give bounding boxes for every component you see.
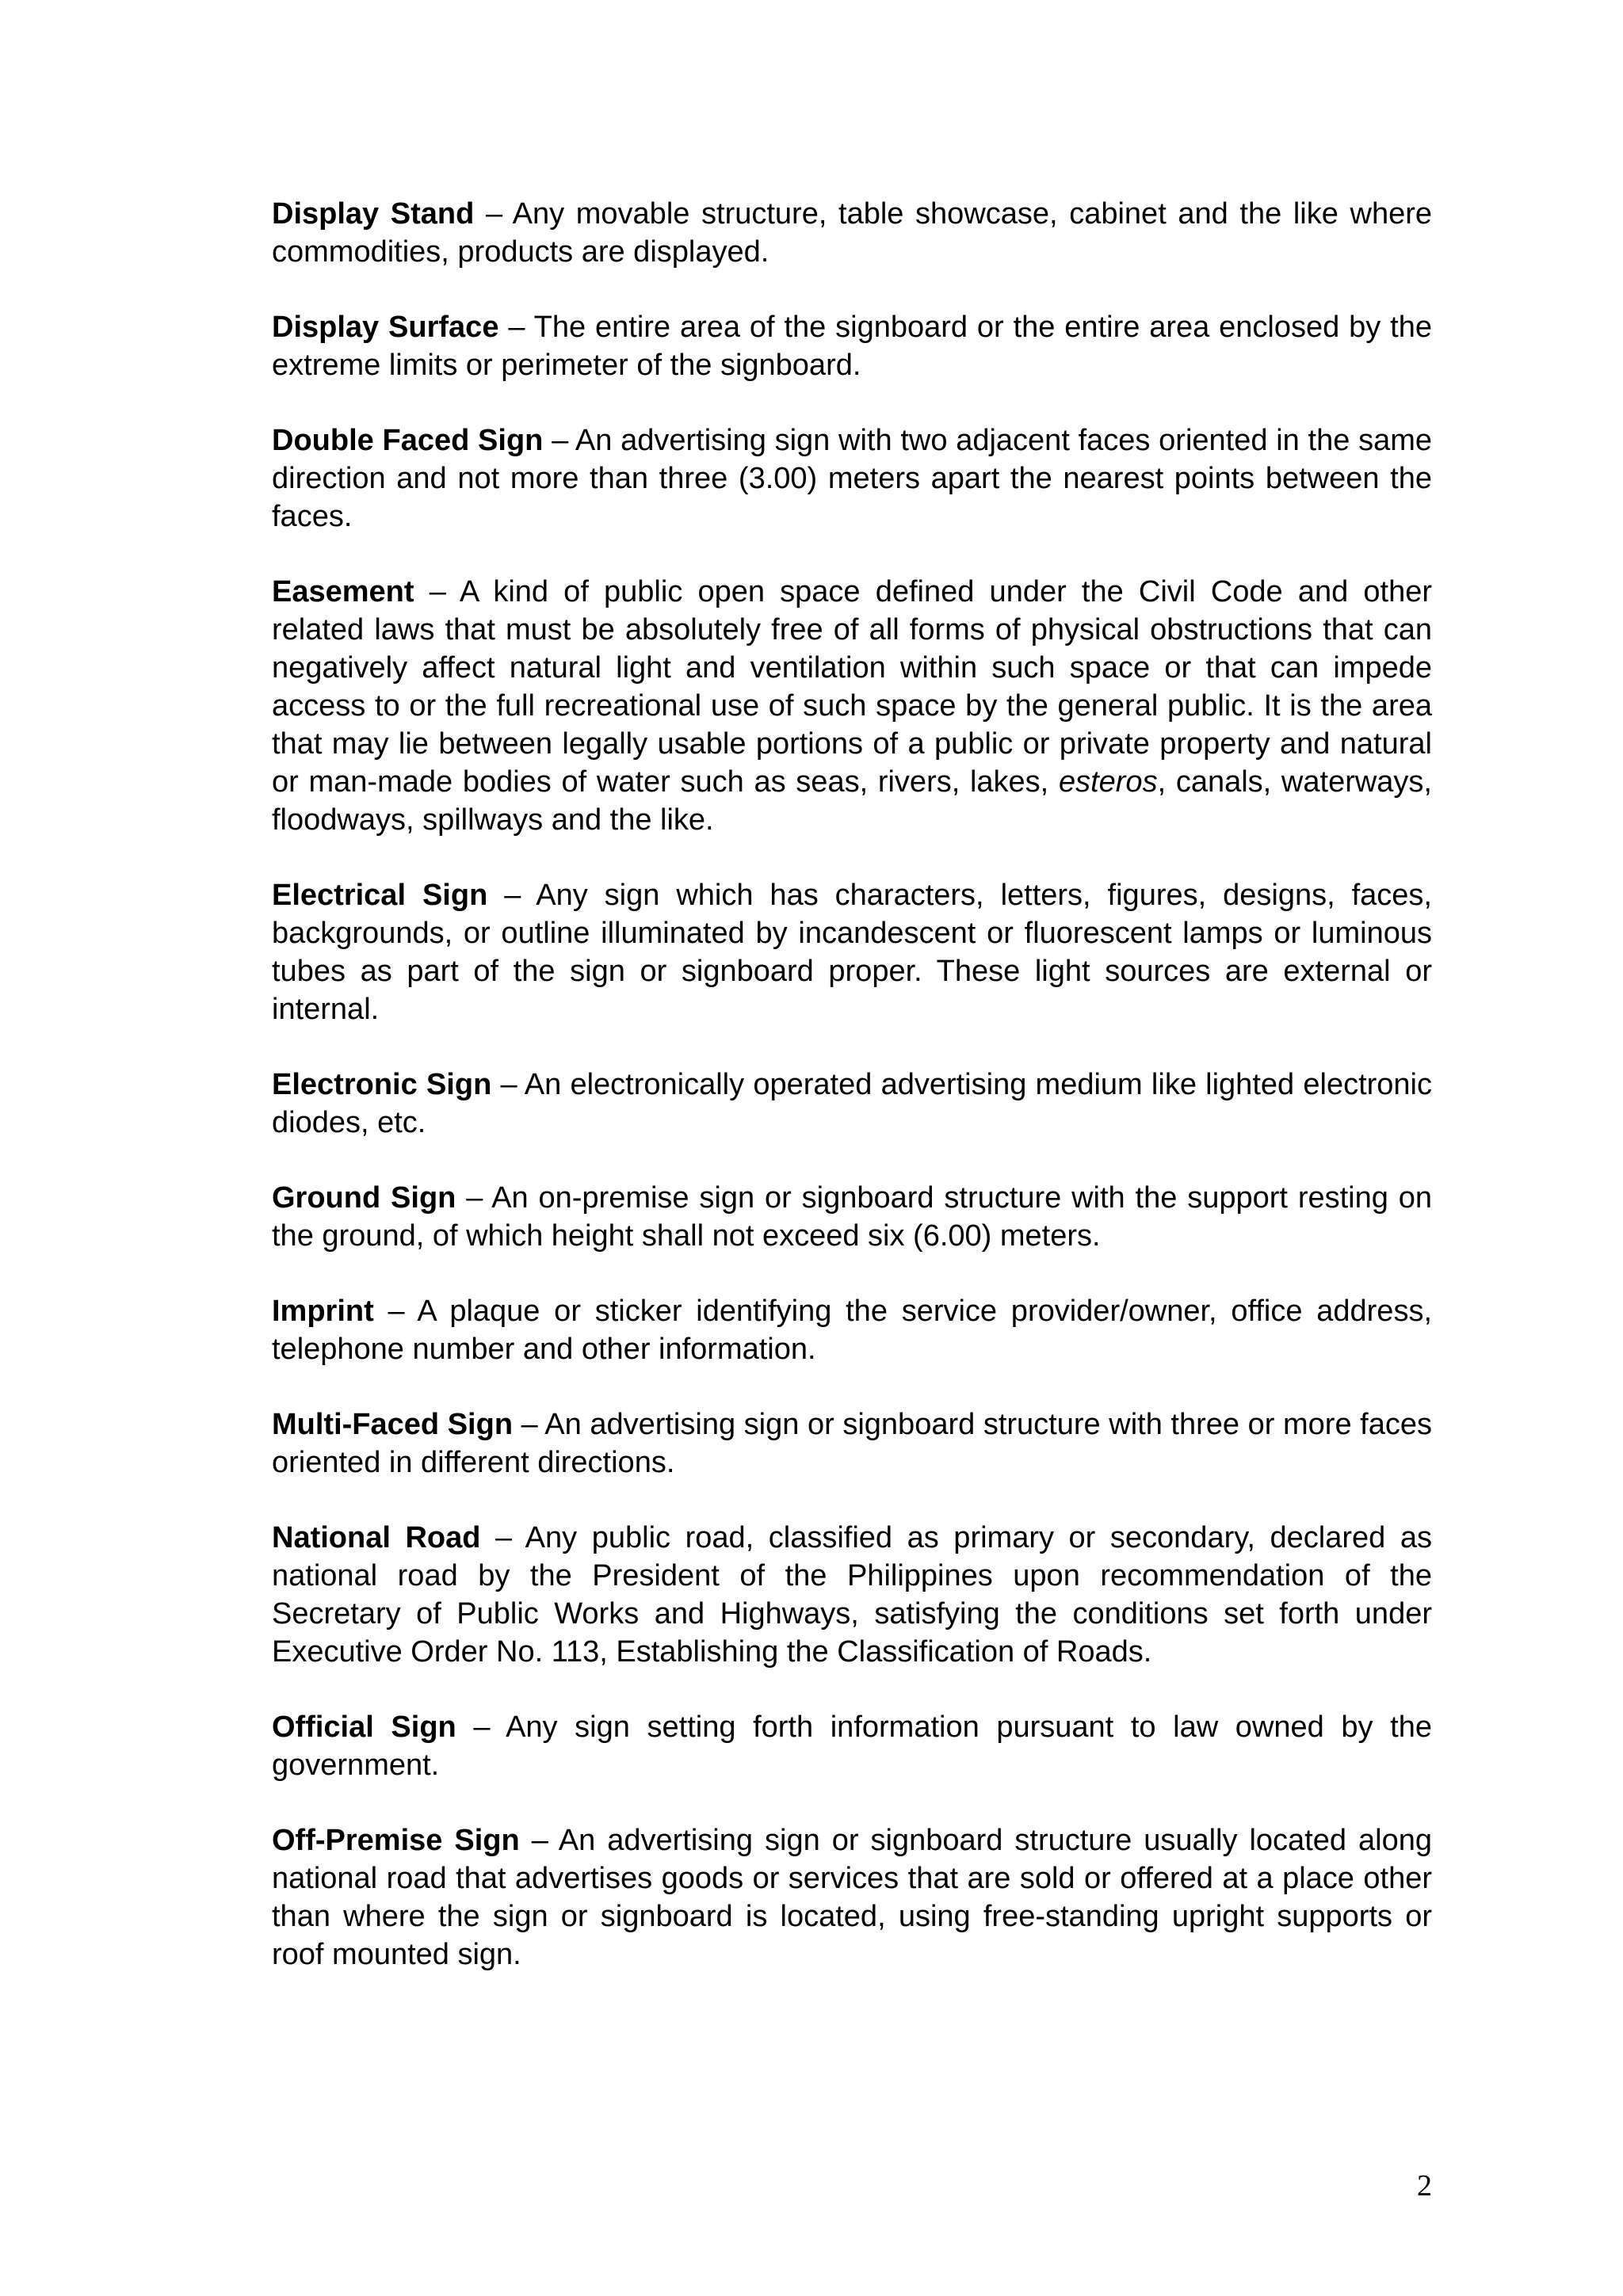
definition-text: Any sign setting forth information pursuant to law owned by the government.: [272, 1711, 1432, 1782]
definition-multi-faced-sign: [272, 1405, 1432, 1482]
term: Electrical Sign: [272, 879, 488, 912]
definition-text: A kind of public open space defined under the Civil Code and other related laws that must be absolutely free of all forms of physical obstructions that can negatively affect natural light and ventilation within such space or that can impede access to or the full recreational use of such space by the general public. It is the area that may lie between legally usable portions of a public or private property and natural or man-made bodies of water such as seas, rivers, lakes,: [272, 575, 1432, 799]
separator: –: [487, 879, 537, 912]
term: Ground Sign: [272, 1181, 456, 1215]
separator: –: [519, 1824, 559, 1857]
definition-ground-sign: [272, 1179, 1432, 1255]
definition-italic-term: esteros: [1058, 765, 1158, 799]
definition-text: An on-premise sign or signboard structure with the support resting on the ground, of which height shall not exceed six (6.00) meters.: [272, 1181, 1433, 1253]
term: Off-Premise Sign: [272, 1824, 520, 1857]
definition-imprint: [272, 1292, 1432, 1368]
definition-electronic-sign: [272, 1066, 1432, 1142]
term: Display Surface: [272, 311, 499, 344]
definition-text-continued: , canals, waterways, floodways, spillways and the like.: [272, 765, 1432, 837]
document-body: [272, 195, 1432, 2011]
separator: –: [414, 575, 460, 608]
definition-display-surface: [272, 308, 1432, 384]
definition-double-faced-sign: [272, 421, 1432, 536]
definition-electrical-sign: [272, 876, 1432, 1028]
separator: –: [498, 311, 534, 344]
separator: –: [480, 1521, 525, 1554]
term: Multi-Faced Sign: [272, 1408, 514, 1441]
separator: –: [456, 1711, 506, 1744]
term: Display Stand: [272, 197, 475, 231]
definition-display-stand: [272, 195, 1432, 271]
definition-text: Any sign which has characters, letters, figures, designs, faces, backgrounds, or outline illuminated by incandescent or fluorescent lamps or luminous tubes as part of the sign or signboard proper. These light sources are external or internal.: [272, 879, 1432, 1026]
definition-easement: [272, 573, 1432, 839]
separator: –: [373, 1295, 418, 1328]
separator: –: [456, 1181, 492, 1215]
definition-text: An advertising sign with two adjacent faces oriented in the same direction and not more than three (3.00) meters apart the nearest points between the faces.: [272, 424, 1432, 533]
definition-text: Any movable structure, table showcase, cabinet and the like where commodities, products are displayed.: [272, 197, 1432, 269]
term: Electronic Sign: [272, 1068, 492, 1101]
separator: –: [513, 1408, 545, 1441]
definition-national-road: [272, 1519, 1432, 1671]
definition-text: An advertising sign or signboard structure with three or more faces oriented in different directions.: [272, 1408, 1432, 1479]
term: Imprint: [272, 1295, 374, 1328]
term: Double Faced Sign: [272, 424, 544, 457]
term: Easement: [272, 575, 414, 608]
definition-text: The entire area of the signboard or the entire area enclosed by the extreme limits or perimeter of the signboard.: [272, 311, 1432, 382]
separator: –: [543, 424, 575, 457]
separator: –: [491, 1068, 525, 1101]
definition-off-premise-sign: [272, 1821, 1432, 1974]
term: National Road: [272, 1521, 481, 1554]
separator: –: [474, 197, 513, 231]
definition-text: An electronically operated advertising medium like lighted electronic diodes, etc.: [272, 1068, 1432, 1139]
definition-official-sign: [272, 1708, 1432, 1784]
page-number: 2: [1417, 2169, 1432, 2203]
definition-text: Any public road, classified as primary or secondary, declared as national road by the President of the Philippines upon recommendation of the Secretary of Public Works and Highways, satisfying the conditions set forth under Executive Order No. 113, Establishing the Classification of Roads.: [272, 1521, 1433, 1669]
definition-text: An advertising sign or signboard structure usually located along national road that advertises goods or services that are sold or offered at a place other than where the sign or signboard is located, using free-standing upright supports or roof mounted sign.: [272, 1824, 1432, 1971]
term: Official Sign: [272, 1711, 456, 1744]
definition-text: A plaque or sticker identifying the service provider/owner, office address, telephone number and other information.: [272, 1295, 1432, 1366]
